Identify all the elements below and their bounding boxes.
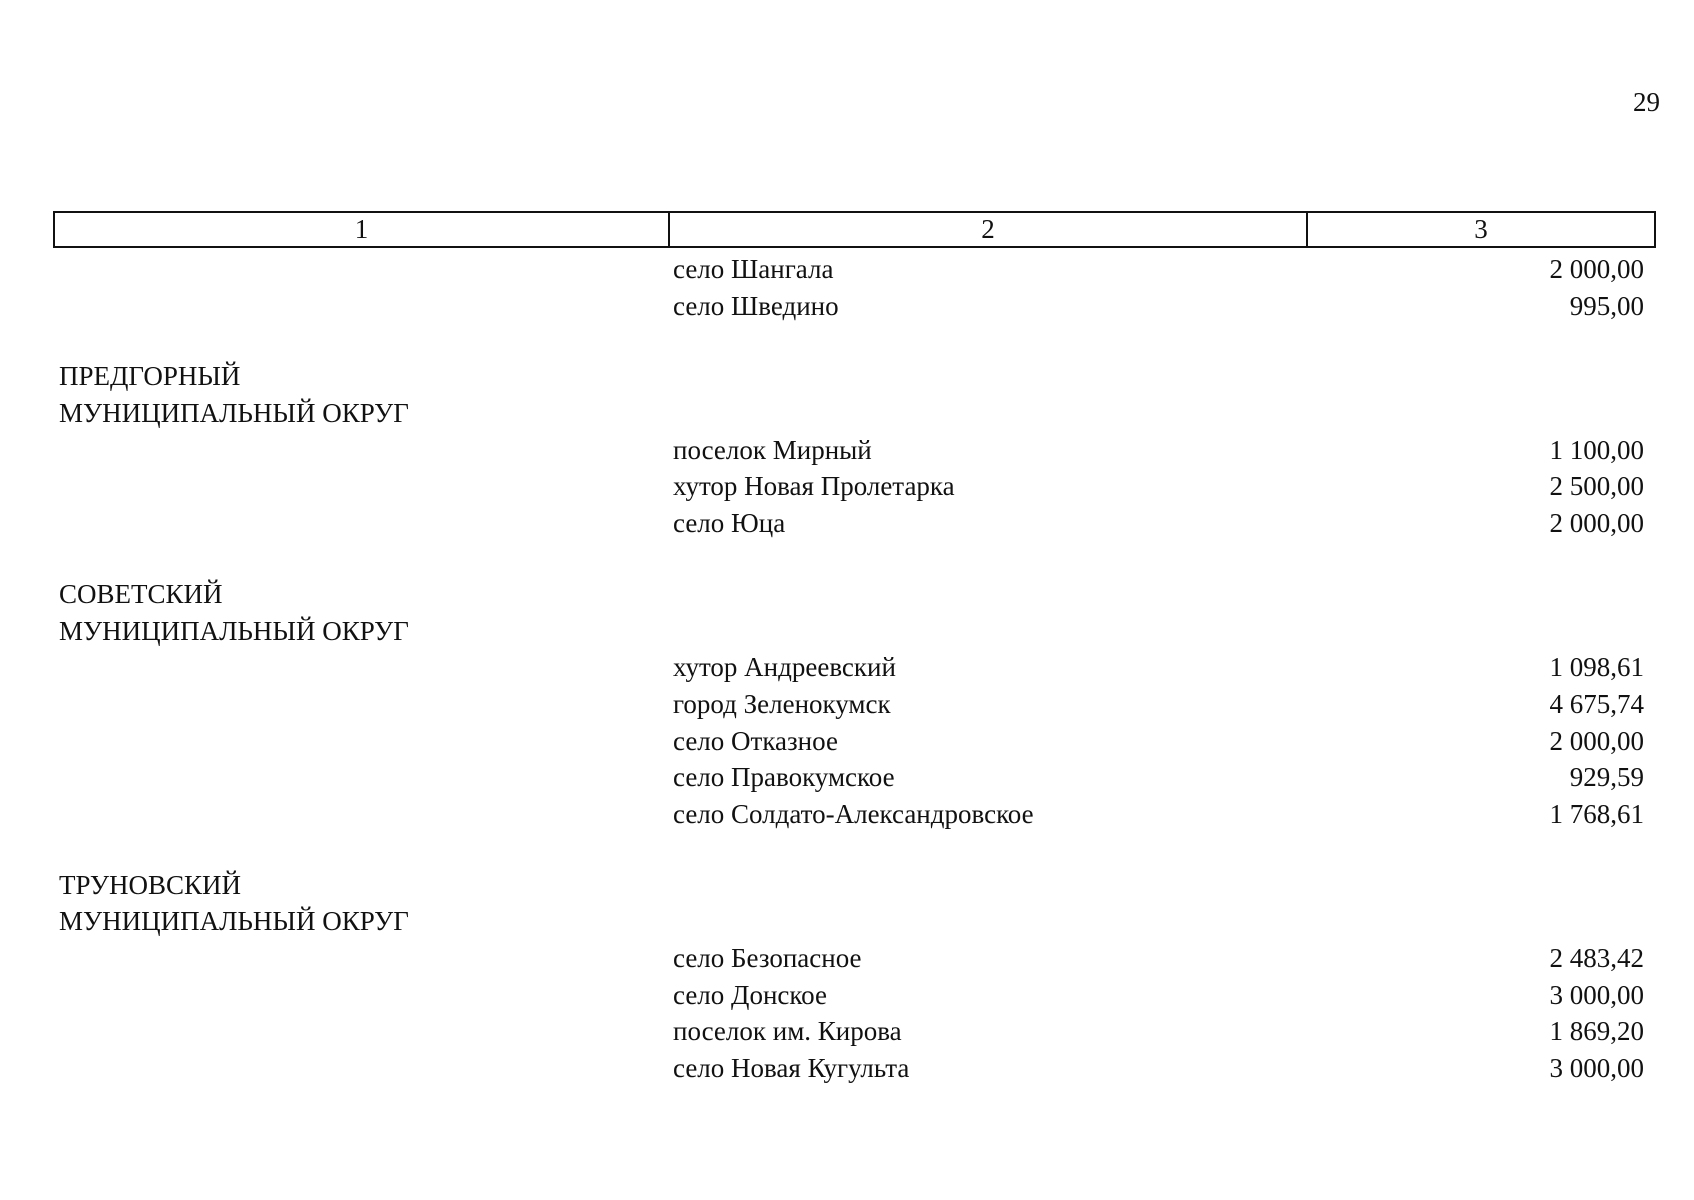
settlement-name: село Шведино [673, 290, 839, 321]
settlement-name: хутор Андреевский [673, 652, 896, 683]
table-row [53, 432, 1648, 469]
settlement-name: поселок им. Кирова [673, 1016, 902, 1047]
settlement-value: 1 768,61 [1549, 798, 1644, 829]
district-heading [53, 903, 1648, 940]
district-heading [53, 358, 1648, 395]
page-number: 29 [1633, 87, 1660, 117]
settlement-name: село Отказное [673, 725, 838, 756]
district-heading [53, 613, 1648, 650]
district-heading [53, 576, 1648, 613]
settlement-value: 929,59 [1569, 762, 1644, 793]
district-name-line1: ТРУНОВСКИЙ [59, 869, 241, 900]
row-spacer [53, 542, 1648, 576]
settlement-name: село Солдато-Александровское [673, 798, 1034, 829]
settlement-value: 995,00 [1569, 290, 1644, 321]
row-spacer [53, 324, 1648, 358]
table-row [53, 977, 1648, 1014]
table-row [53, 796, 1648, 833]
district-name-line2: МУНИЦИПАЛЬНЫЙ ОКРУГ [59, 398, 409, 429]
settlement-value: 2 000,00 [1549, 508, 1644, 539]
table-row [53, 940, 1648, 977]
table-row [53, 1013, 1648, 1050]
settlement-name: село Юца [673, 508, 786, 539]
settlement-value: 1 869,20 [1549, 1016, 1644, 1047]
settlement-name: город Зеленокумск [673, 688, 891, 719]
settlement-value: 2 500,00 [1549, 471, 1644, 502]
settlement-value: 2 000,00 [1549, 725, 1644, 756]
district-name-line1: ПРЕДГОРНЫЙ [59, 361, 241, 392]
settlement-value: 1 098,61 [1549, 652, 1644, 683]
settlement-name: село Безопасное [673, 943, 862, 973]
column-header-3: 3 [1307, 212, 1655, 247]
settlement-value: 3 000,00 [1549, 979, 1644, 1010]
table-row [53, 723, 1648, 760]
column-header-row [54, 212, 1655, 247]
settlement-name: село Донское [673, 979, 827, 1010]
settlement-name: село Шангала [673, 254, 834, 284]
table-row [53, 759, 1648, 796]
table-row [53, 1050, 1648, 1087]
district-heading [53, 395, 1648, 432]
table-row [53, 505, 1648, 542]
table-row [53, 468, 1648, 505]
settlement-value: 3 000,00 [1549, 1053, 1644, 1084]
settlement-value: 2 483,42 [1549, 943, 1644, 973]
settlement-name: хутор Новая Пролетарка [673, 471, 955, 502]
district-name-line1: СОВЕТСКИЙ [59, 578, 223, 609]
column-header-1: 1 [54, 212, 669, 247]
district-name-line2: МУНИЦИПАЛЬНЫЙ ОКРУГ [59, 906, 409, 937]
table-row [53, 251, 1648, 288]
table-row [53, 649, 1648, 686]
column-header-table [53, 211, 1656, 248]
row-spacer [53, 833, 1648, 867]
column-header-2: 2 [669, 212, 1307, 247]
district-name-line2: МУНИЦИПАЛЬНЫЙ ОКРУГ [59, 615, 409, 646]
settlement-value: 1 100,00 [1549, 434, 1644, 465]
settlement-value: 4 675,74 [1549, 688, 1644, 719]
document-body [53, 251, 1648, 1087]
table-row [53, 686, 1648, 723]
district-heading [53, 867, 1648, 904]
settlement-name: село Новая Кугульта [673, 1053, 910, 1084]
settlement-name: село Правокумское [673, 762, 895, 793]
settlement-value: 2 000,00 [1549, 254, 1644, 284]
settlement-name: поселок Мирный [673, 434, 872, 465]
table-row [53, 288, 1648, 325]
